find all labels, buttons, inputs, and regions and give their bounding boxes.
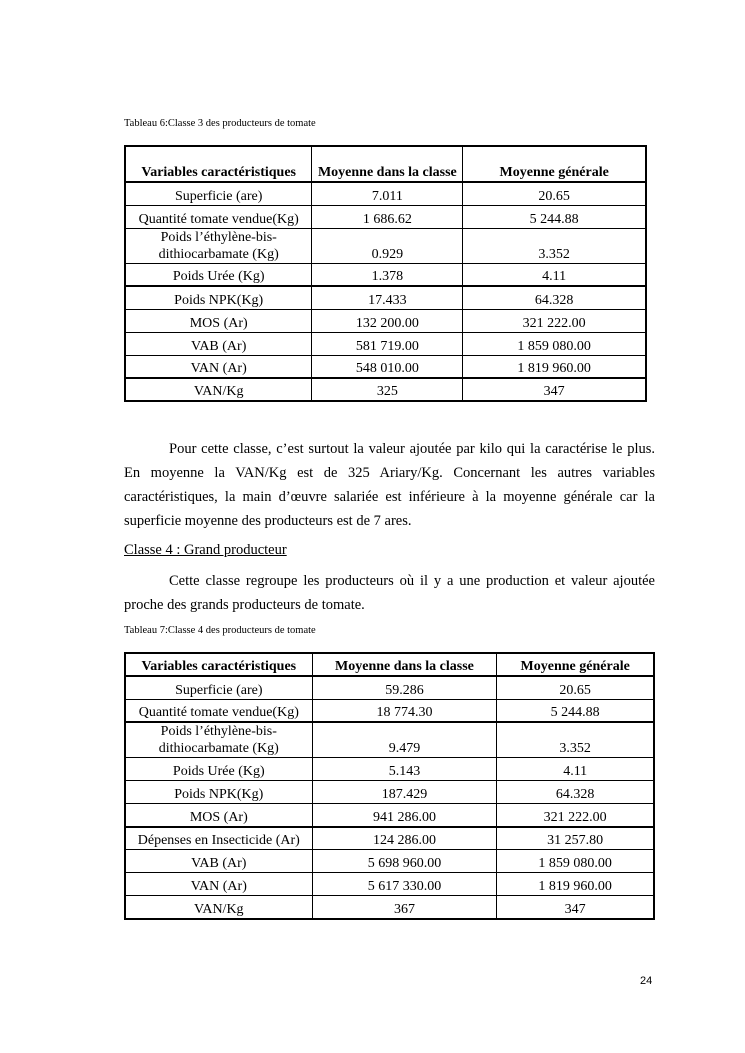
table-row [125, 758, 654, 781]
table-row [125, 873, 654, 896]
header-row [125, 653, 654, 676]
table-cell: 20.65 [497, 676, 654, 699]
table-row [125, 332, 646, 355]
paragraph-classe4: Cette classe regroupe les producteurs où il y a une production et valeur ajoutée proche des grands producteurs de tomate. [124, 573, 655, 613]
column-header: Moyenne dans la classe [312, 146, 463, 182]
table6 [124, 145, 647, 402]
table-cell: 325 [312, 378, 463, 401]
table-cell: Poids Urée (Kg) [125, 758, 312, 781]
table-cell: 1 859 080.00 [463, 332, 646, 355]
table-cell: 1 859 080.00 [497, 850, 654, 873]
header-row [125, 146, 646, 182]
table-cell: 941 286.00 [312, 804, 497, 827]
table-cell: 18 774.30 [312, 699, 497, 722]
table-cell: Quantité tomate vendue(Kg) [125, 205, 312, 228]
page-number: 24 [640, 975, 653, 987]
table-cell: 347 [497, 896, 654, 919]
table-cell: 132 200.00 [312, 309, 463, 332]
table-cell: 367 [312, 896, 497, 919]
table-cell: Quantité tomate vendue(Kg) [125, 699, 312, 722]
table-cell: Poids Urée (Kg) [125, 263, 312, 286]
table-cell: 321 222.00 [463, 309, 646, 332]
table-row [125, 827, 654, 850]
table-cell: 124 286.00 [312, 827, 497, 850]
table-cell: VAB (Ar) [125, 332, 312, 355]
table-cell: VAN/Kg [125, 896, 312, 919]
table-row [125, 850, 654, 873]
table-cell: 4.11 [463, 263, 646, 286]
table-cell: VAB (Ar) [125, 850, 312, 873]
table-row [125, 781, 654, 804]
table-cell: 0.929 [312, 228, 463, 263]
table-cell: 1.378 [312, 263, 463, 286]
table-cell: 347 [463, 378, 646, 401]
table-cell: Superficie (are) [125, 676, 312, 699]
table-cell: 17.433 [312, 286, 463, 309]
table-row [125, 699, 654, 722]
column-header: Moyenne générale [463, 146, 646, 182]
table6-caption: Tableau 6:Classe 3 des producteurs de tomate [124, 118, 316, 129]
column-header: Moyenne dans la classe [312, 653, 497, 676]
table-cell: Poids l’éthylène-bis-dithiocarbamate (Kg) [125, 722, 312, 758]
table-row [125, 309, 646, 332]
column-header: Variables caractéristiques [125, 653, 312, 676]
table-row [125, 378, 646, 401]
table-cell: 20.65 [463, 182, 646, 205]
table-cell: 548 010.00 [312, 355, 463, 378]
table-row [125, 228, 646, 263]
table-cell: 31 257.80 [497, 827, 654, 850]
table-cell: 3.352 [463, 228, 646, 263]
table-row [125, 205, 646, 228]
table-cell: 9.479 [312, 722, 497, 758]
table-cell: 581 719.00 [312, 332, 463, 355]
table-cell: 64.328 [463, 286, 646, 309]
table-cell: VAN (Ar) [125, 873, 312, 896]
table-cell: Poids NPK(Kg) [125, 286, 312, 309]
table-cell: 5 617 330.00 [312, 873, 497, 896]
paragraph-classe3: Pour cette classe, c’est surtout la valeur ajoutée par kilo qui la caractérise le plus. En moyenne la VAN/Kg est de 325 Ariary/Kg. Concernant les autres variables caractéristiques, la main d’œuvre salariée est inférieure à la moyenne générale car la superficie moyenne des producteurs est de 7 ares. [124, 441, 655, 529]
table-cell: Dépenses en Insecticide (Ar) [125, 827, 312, 850]
table-cell: 5 698 960.00 [312, 850, 497, 873]
table-row [125, 286, 646, 309]
table-row [125, 676, 654, 699]
table-cell: 4.11 [497, 758, 654, 781]
table-cell: Poids l’éthylène-bis-dithiocarbamate (Kg) [125, 228, 312, 263]
section-heading-classe4: Classe 4 : Grand producteur [124, 542, 287, 558]
table-row [125, 263, 646, 286]
table7 [124, 652, 655, 920]
table-cell: 7.011 [312, 182, 463, 205]
table-cell: VAN (Ar) [125, 355, 312, 378]
table-cell: 1 686.62 [312, 205, 463, 228]
table-cell: 5 244.88 [463, 205, 646, 228]
table-cell: 64.328 [497, 781, 654, 804]
table-cell: MOS (Ar) [125, 309, 312, 332]
table-row [125, 355, 646, 378]
table-row [125, 804, 654, 827]
table-cell: 3.352 [497, 722, 654, 758]
table-cell: Superficie (are) [125, 182, 312, 205]
table-cell: 1 819 960.00 [497, 873, 654, 896]
table-cell: 59.286 [312, 676, 497, 699]
table-row [125, 896, 654, 919]
table-row [125, 182, 646, 205]
table7-caption: Tableau 7:Classe 4 des producteurs de tomate [124, 625, 316, 636]
table-cell: 187.429 [312, 781, 497, 804]
table-cell: 321 222.00 [497, 804, 654, 827]
table-row [125, 722, 654, 758]
column-header: Variables caractéristiques [125, 146, 312, 182]
column-header: Moyenne générale [497, 653, 654, 676]
table-cell: 5 244.88 [497, 699, 654, 722]
table-cell: Poids NPK(Kg) [125, 781, 312, 804]
table-cell: 5.143 [312, 758, 497, 781]
table-cell: MOS (Ar) [125, 804, 312, 827]
table-cell: 1 819 960.00 [463, 355, 646, 378]
table-cell: VAN/Kg [125, 378, 312, 401]
